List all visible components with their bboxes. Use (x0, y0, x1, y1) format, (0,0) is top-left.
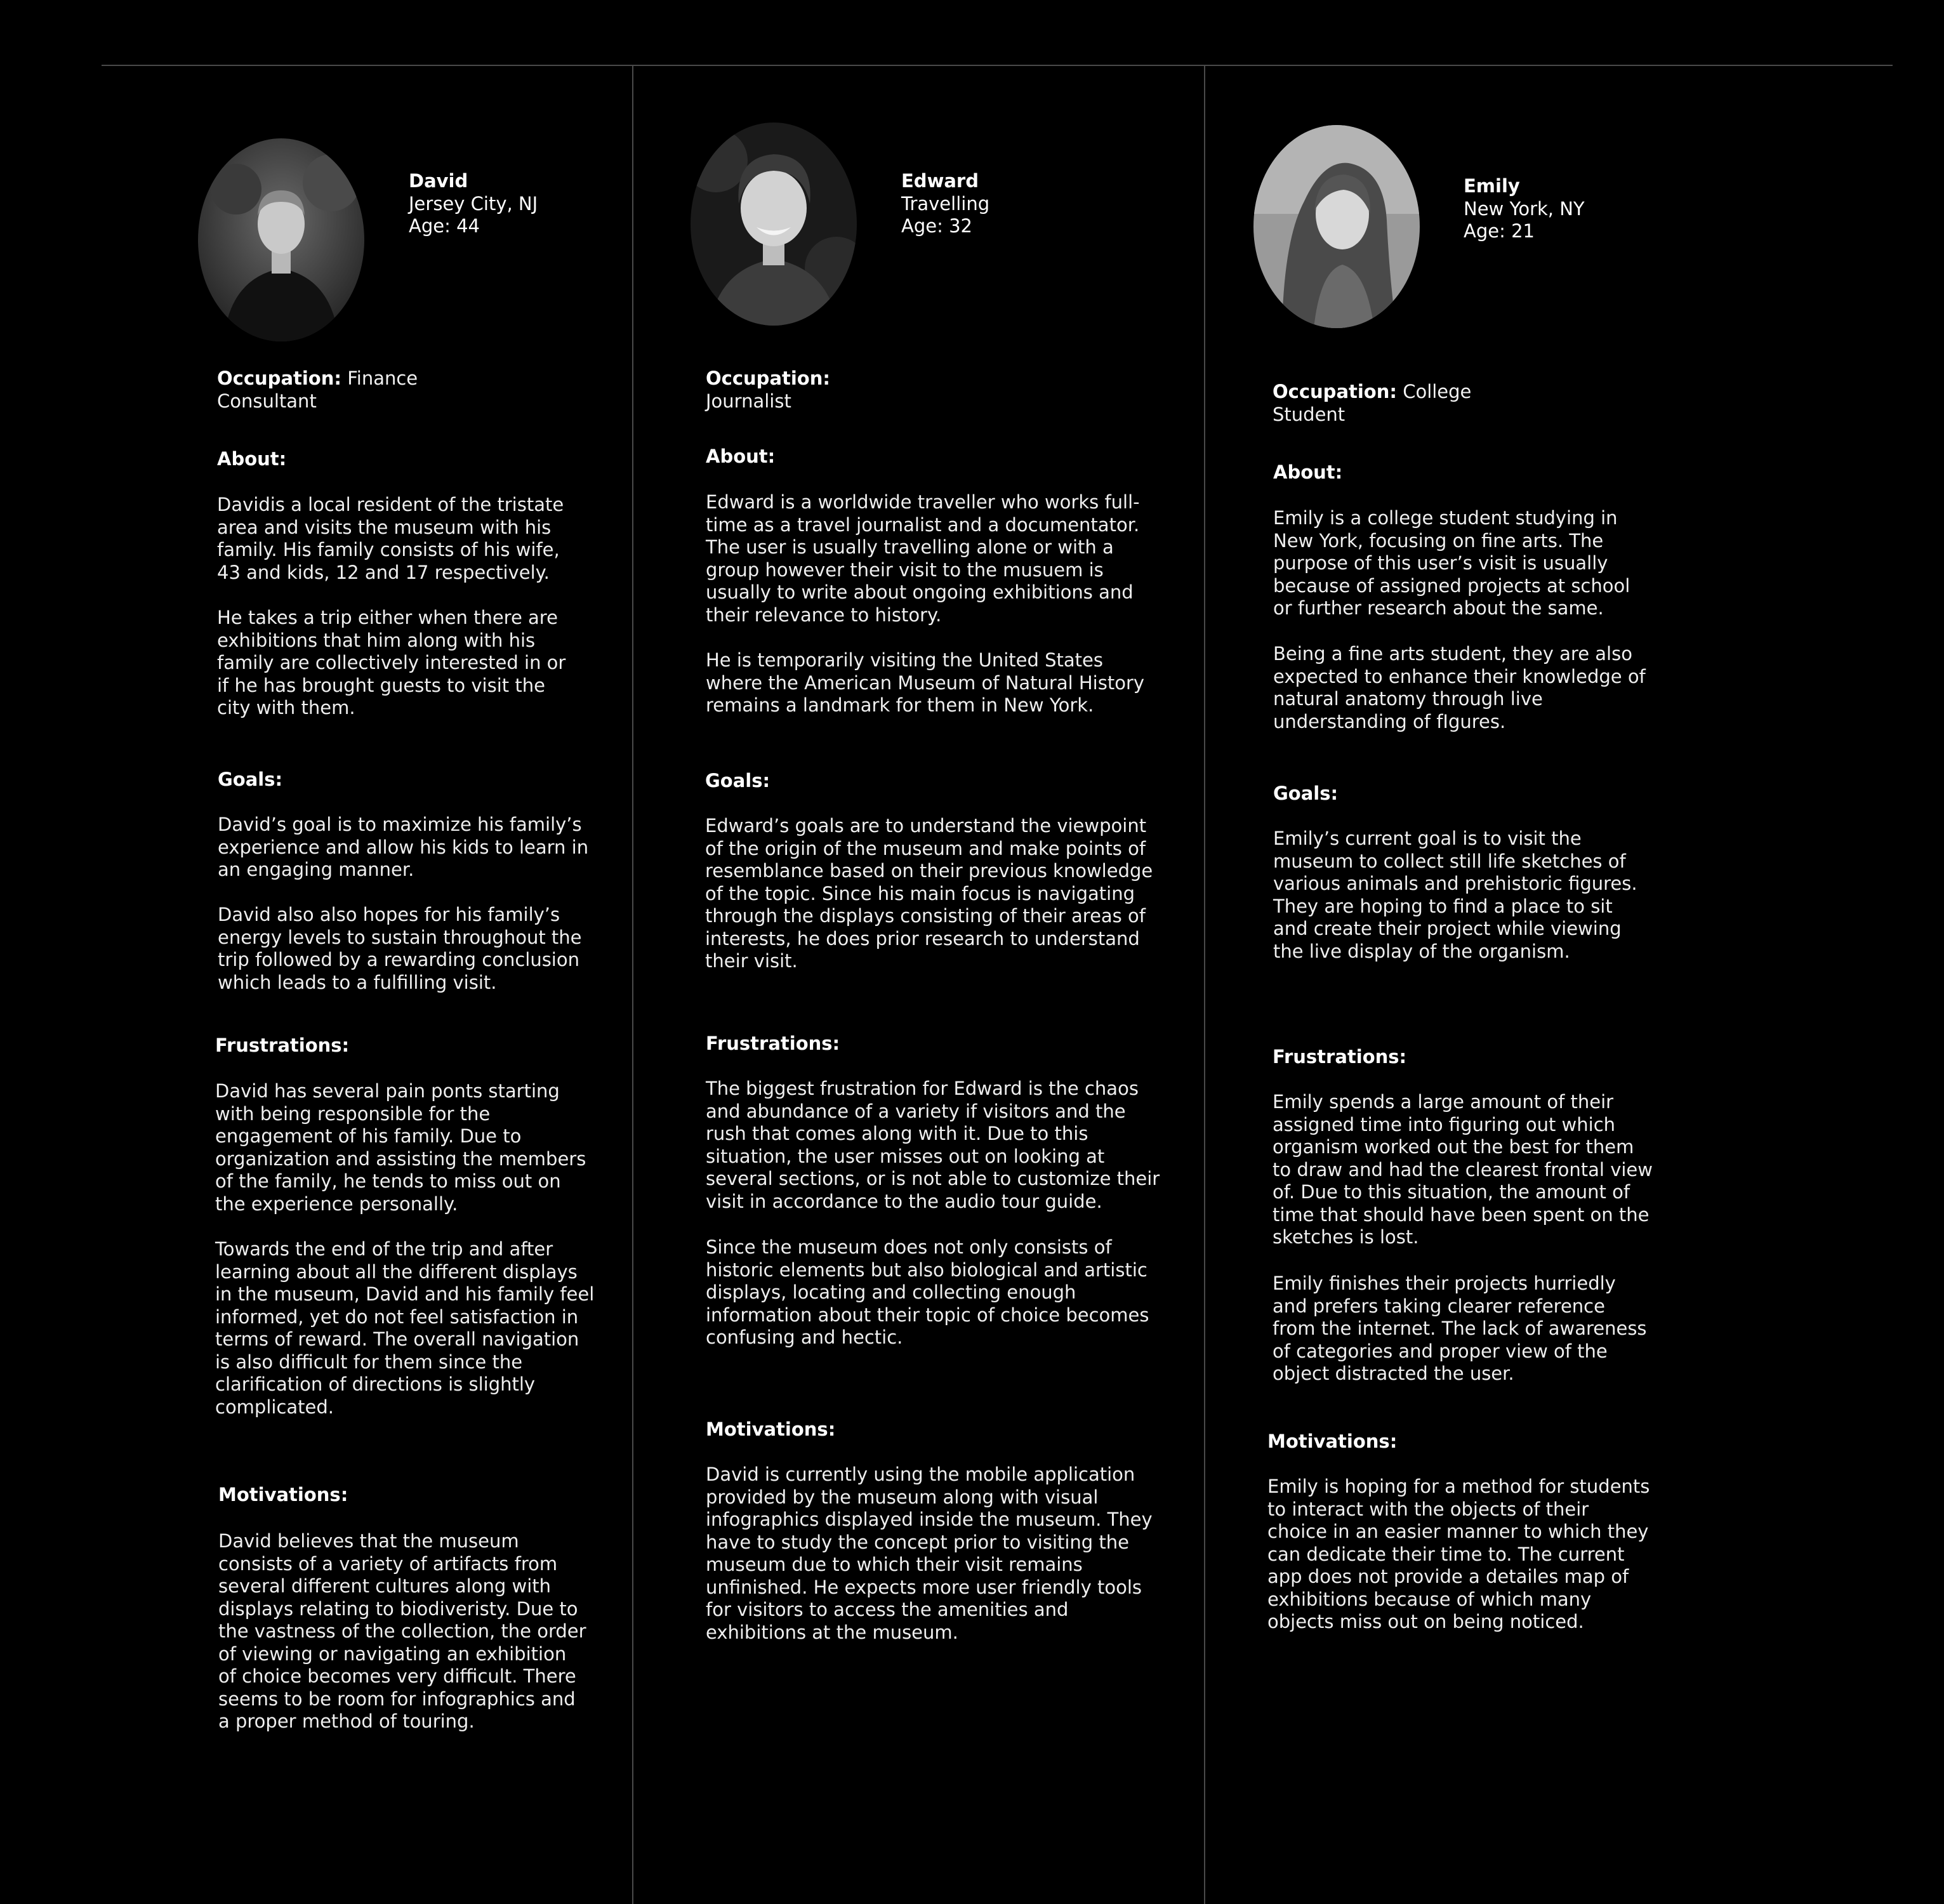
identity-emily (1464, 175, 1585, 243)
occupation-value: College Student (1273, 381, 1472, 425)
about-heading: About: (217, 448, 287, 470)
motivations-paragraph: Emily is hoping for a method for students to interact with the objects of their choice in an easier manner to which they can dedicate their time to. The current app does not provide a detailes map of exhibitions because of which many objects miss out on being noticed. (1267, 1476, 1650, 1632)
about-paragraph: He is temporarily visiting the United States where the American Museum of Natural History remains a landmark for them in New York. (706, 649, 1145, 716)
frustrations-paragraph: David has several pain ponts starting with being responsible for the engagement of his family. Due to organization and assisting the members of the family, he tends to miss out on the experience personally. (215, 1080, 586, 1215)
occupation-value: Journalist (706, 390, 791, 412)
occupation-edward (706, 367, 915, 413)
frustrations-paragraph: The biggest frustration for Edward is the chaos and abundance of a variety if visitors and the rush that comes along with it. Due to this situation, the user misses out on looking at several sections, or is not able to customize their visit in accordance to the audio tour guide. (706, 1078, 1160, 1212)
occupation-david (217, 367, 426, 413)
frustrations-heading: Frustrations: (706, 1033, 840, 1054)
occupation-label: Occupation: (1273, 381, 1397, 402)
persona-age: Age: 44 (409, 215, 480, 237)
occupation-emily (1273, 381, 1482, 426)
frustrations-paragraph: Emily finishes their projects hurriedly and prefers taking clearer reference from the internet. The lack of awareness of categories and proper view of the object distracted the user. (1273, 1273, 1647, 1384)
persona-name: David (409, 170, 468, 192)
identity-edward (901, 170, 989, 238)
goals-paragraph: Emily’s current goal is to visit the museum to collect still life sketches of various animals and prehistoric figures. They are hoping to find a place to sit and create their project while viewing the live display of the organism. (1273, 828, 1637, 962)
frustrations-paragraph: Towards the end of the trip and after learning about all the different displays in the museum, David and his family feel informed, yet do not feel satisfaction in terms of reward. The overall navigation is also difficult for them since the clarification of directions is slightly complicated. (215, 1238, 595, 1418)
about-paragraph: Emily is a college student studying in New York, focusing on fine arts. The purpose of this user’s visit is usually because of assigned projects at school or further research about the same. (1273, 507, 1630, 619)
frustrations-paragraph: Emily spends a large amount of their assigned time into figuring out which organism worked out the best for them to draw and had the clearest frontal view of. Due to this situation, the amount of time that should have been spent on the sketches is lost. (1273, 1091, 1653, 1248)
frustrations-paragraph: Since the museum does not only consists of historic elements but also biological and artistic displays, locating and collecting enough information about their topic of choice becomes confusing and hectic. (706, 1236, 1149, 1348)
column-divider-1 (632, 65, 633, 1904)
goals-paragraph: David also also hopes for his family’s energy levels to sustain throughout the trip followed by a rewarding conclusion which leads to a fulfilling visit. (218, 904, 582, 993)
photo-edward-icon (691, 122, 857, 326)
about-heading: About: (1273, 461, 1343, 483)
about-paragraph: He takes a trip either when there are exhibitions that him along with his family are collectively interested in or if he has brought guests to visit the city with them. (217, 607, 566, 718)
occupation-value: Finance Consultant (217, 367, 418, 412)
persona-name: Edward (901, 170, 979, 192)
goals-heading: Goals: (705, 770, 770, 791)
frustrations-heading: Frustrations: (215, 1035, 350, 1056)
avatar-edward (691, 122, 857, 326)
motivations-paragraph: David believes that the museum consists of a variety of artifacts from several different cultures along with displays relating to biodiveristy. Due to the vastness of the collection, the order of viewing or navigating an exhibition of choice becomes very difficult. There seems to be room for infographics and a proper method of touring. (218, 1530, 586, 1732)
about-paragraph: Davidis a local resident of the tristate area and visits the museum with his family. His family consists of his wife, 43 and kids, 12 and 17 respectively. (217, 494, 564, 583)
persona-age: Age: 32 (901, 215, 972, 237)
occupation-label: Occupation: (706, 367, 830, 389)
top-divider (102, 65, 1893, 66)
goals-paragraph: David’s goal is to maximize his family’s experience and allow his kids to learn in an engaging manner. (218, 814, 589, 880)
avatar-emily (1253, 125, 1420, 328)
persona-location: Jersey City, NJ (409, 192, 538, 215)
persona-age: Age: 21 (1464, 220, 1535, 242)
about-paragraph: Being a fine arts student, they are also expected to enhance their knowledge of natural anatomy through live understanding of fIgures. (1273, 643, 1646, 732)
motivations-paragraph: David is currently using the mobile application provided by the museum along with visual infographics displayed inside the museum. They have to study the concept prior to visiting the museum due to which their visit remains unfinished. He expects more user friendly tools for visitors to access the amenities and exhibitions at the museum. (706, 1464, 1153, 1643)
frustrations-heading: Frustrations: (1273, 1046, 1407, 1068)
motivations-heading: Motivations: (1267, 1431, 1398, 1452)
photo-david-icon (198, 138, 364, 341)
column-divider-2 (1204, 65, 1205, 1904)
avatar-david (198, 138, 364, 341)
goals-heading: Goals: (1273, 783, 1339, 804)
persona-name: Emily (1464, 175, 1520, 197)
goals-paragraph: Edward’s goals are to understand the viewpoint of the origin of the museum and make points of resemblance based on their previous knowledge of the topic. Since his main focus is navigating through the displays consisting of their areas of interests, he does prior research to understand their visit. (705, 815, 1153, 972)
persona-location: New York, NY (1464, 197, 1585, 220)
occupation-label: Occupation: (217, 367, 341, 389)
persona-location: Travelling (901, 192, 990, 215)
motivations-heading: Motivations: (706, 1418, 836, 1440)
goals-heading: Goals: (218, 769, 283, 790)
photo-emily-icon (1253, 125, 1420, 328)
identity-david (409, 170, 538, 238)
about-paragraph: Edward is a worldwide traveller who works full-time as a travel journalist and a documentator. The user is usually travelling alone or with a group however their visit to the musuem is usually to write about ongoing exhibitions and their relevance to history. (706, 491, 1140, 626)
motivations-heading: Motivations: (218, 1484, 348, 1505)
about-heading: About: (706, 446, 776, 467)
